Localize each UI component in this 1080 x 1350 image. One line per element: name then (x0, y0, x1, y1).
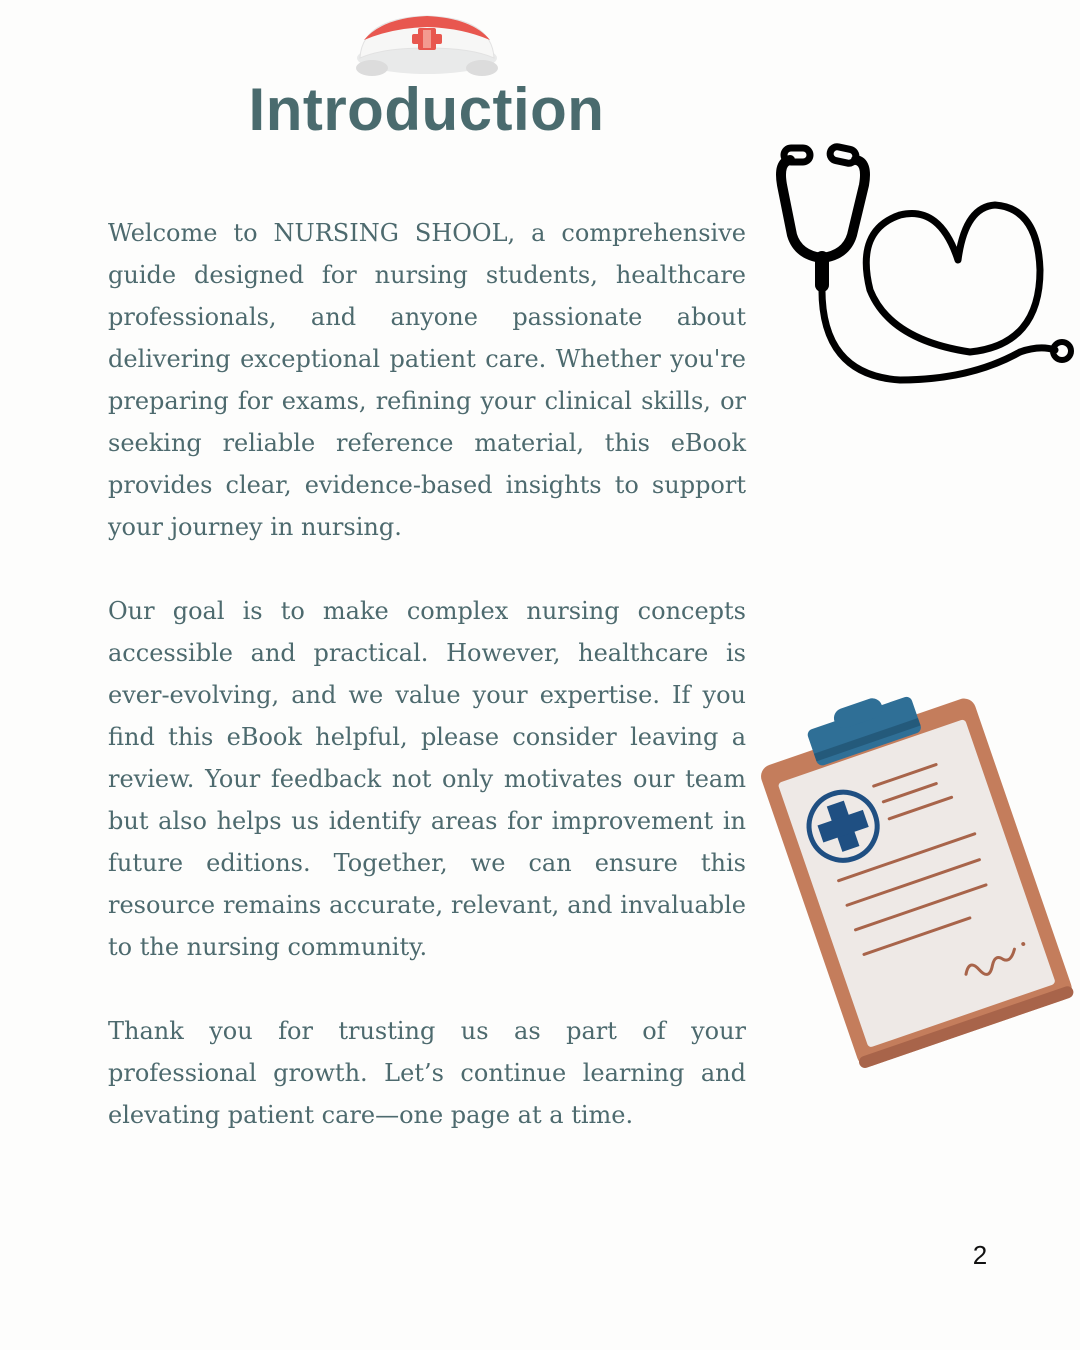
page-title: Introduction (248, 76, 605, 143)
paragraph-thanks: Thank you for trusting us as part of your professional growth. Let’s continue learning and elevating patient care—one page at a time. (108, 1017, 746, 1129)
nurse-cap-icon (352, 8, 502, 78)
clipboard-icon (758, 685, 1080, 1070)
paragraph-goal: Our goal is to make complex nursing concepts accessible and practical. However, healthcare is ever-evolving, and we value your expertise. If you find this eBook helpful, please consider leaving a review. Your feedback not only motivates our team but also helps us identify areas for improvement in future editions. Together, we can ensure this resource remains accurate, relevant, and invaluable to the nursing community. (108, 597, 746, 961)
paragraph-welcome: Welcome to NURSING SHOOL, a comprehensive guide designed for nursing students, healthcare professionals, and anyone passionate about delivering exceptional patient care. Whether you're preparing for exams, refining your clinical skills, or seeking reliable reference material, this eBook provides clear, evidence-based insights to support your journey in nursing. (108, 219, 746, 541)
stethoscope-icon (770, 140, 1080, 390)
page-number: 2 (972, 1240, 988, 1270)
introduction-body (108, 212, 746, 1178)
